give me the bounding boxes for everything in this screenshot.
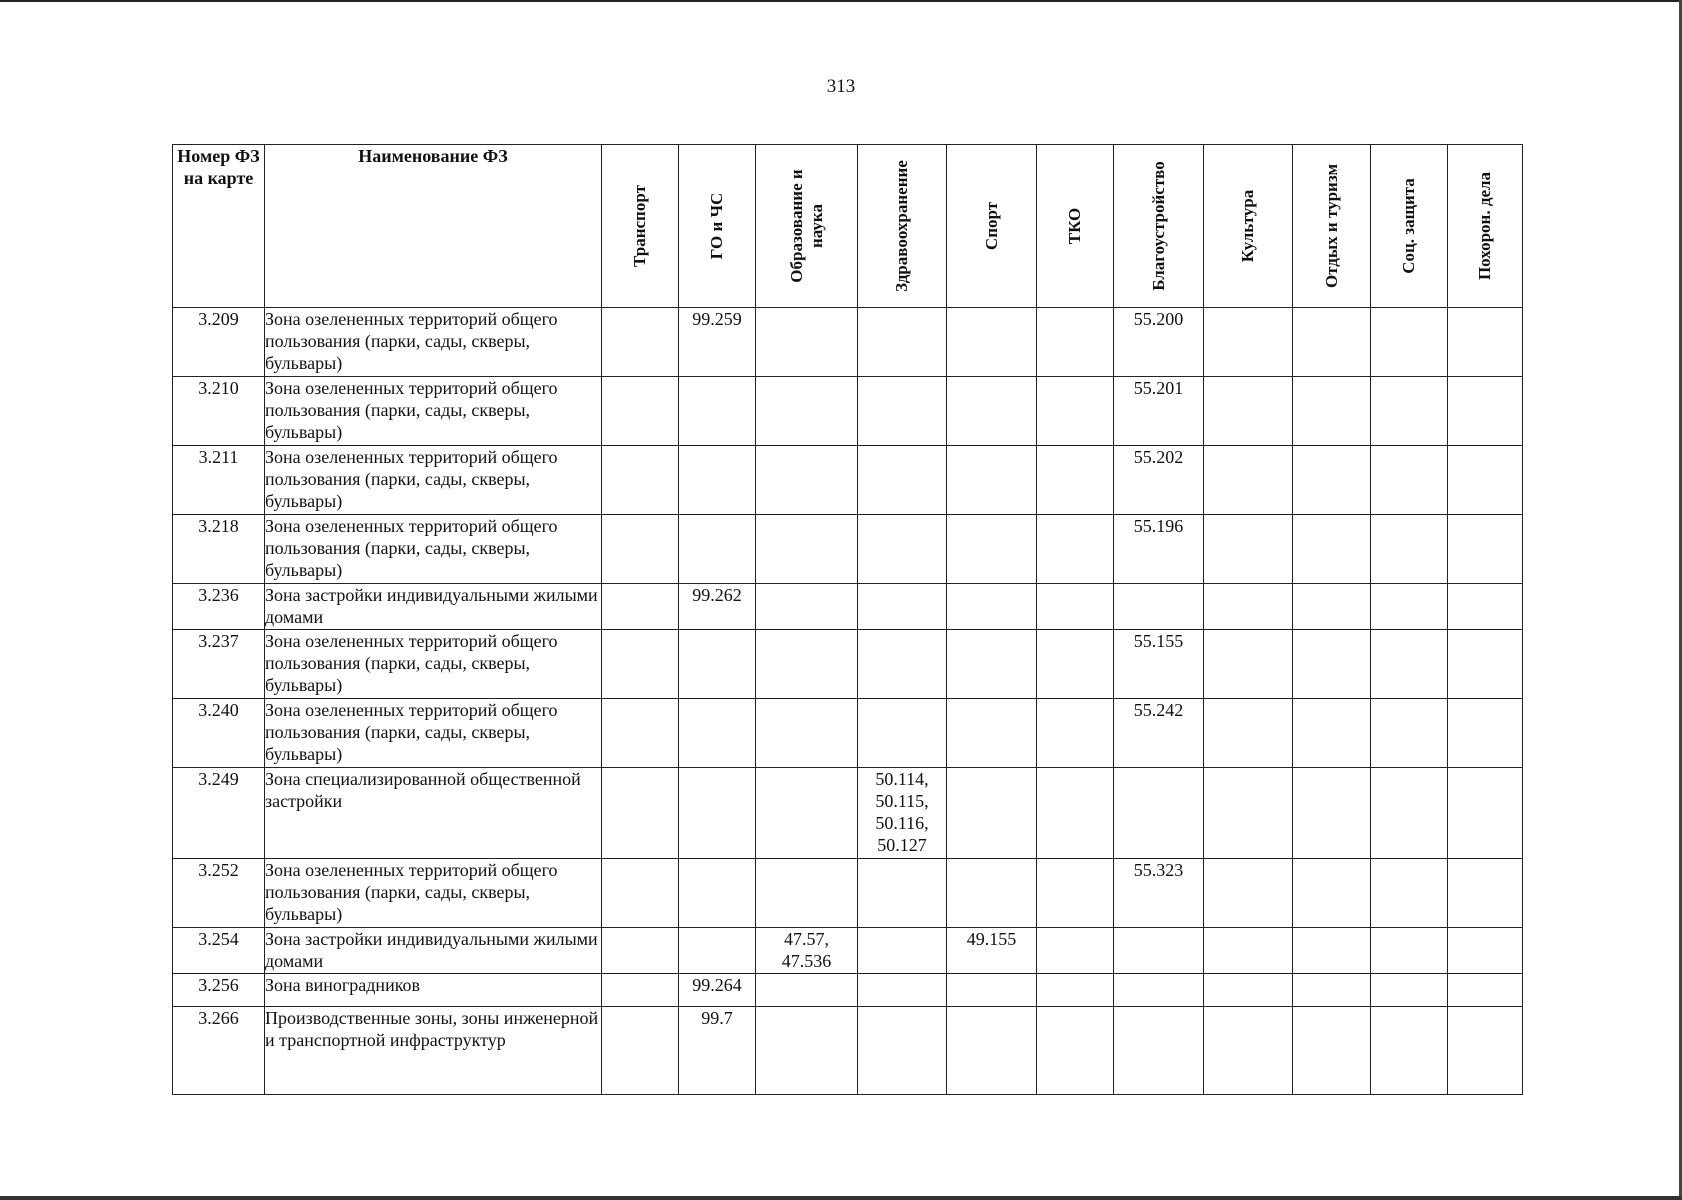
table-row [173, 446, 1523, 515]
cell-go-chs [679, 515, 756, 584]
cell-social [1371, 446, 1448, 515]
header-health: Здравоохранение [858, 145, 947, 308]
cell-funeral [1448, 515, 1523, 584]
cell-health [858, 630, 947, 699]
cell-education [756, 974, 858, 1007]
cell-improvement: 55.201 [1114, 377, 1204, 446]
cell-funeral [1448, 1007, 1523, 1095]
cell-transport [602, 446, 679, 515]
table-row [173, 1007, 1523, 1095]
cell-tourism [1293, 515, 1371, 584]
cell-improvement: 55.202 [1114, 446, 1204, 515]
cell-social [1371, 584, 1448, 630]
cell-funeral [1448, 928, 1523, 974]
table-row [173, 308, 1523, 377]
cell-funeral [1448, 768, 1523, 859]
cell-transport [602, 974, 679, 1007]
cell-tourism [1293, 630, 1371, 699]
cell-go-chs [679, 630, 756, 699]
cell-tko [1037, 377, 1114, 446]
cell-education [756, 446, 858, 515]
cell-education [756, 859, 858, 928]
cell-tourism [1293, 308, 1371, 377]
table-row [173, 699, 1523, 768]
cell-transport [602, 308, 679, 377]
cell-tko [1037, 768, 1114, 859]
cell-name: Зона озелененных территорий общего пользования (парки, сады, скверы, бульвары) [265, 630, 602, 699]
cell-improvement [1114, 1007, 1204, 1095]
cell-tko [1037, 699, 1114, 768]
cell-social [1371, 928, 1448, 974]
cell-transport [602, 584, 679, 630]
cell-tourism [1293, 974, 1371, 1007]
cell-health [858, 446, 947, 515]
cell-health [858, 1007, 947, 1095]
cell-number: 3.209 [173, 308, 265, 377]
cell-number: 3.266 [173, 1007, 265, 1095]
cell-name: Зона озелененных территорий общего пользования (парки, сады, скверы, бульвары) [265, 515, 602, 584]
cell-education [756, 699, 858, 768]
header-transport: Транспорт [602, 145, 679, 308]
cell-transport [602, 928, 679, 974]
cell-tko [1037, 308, 1114, 377]
cell-tourism [1293, 584, 1371, 630]
cell-education [756, 515, 858, 584]
cell-name: Зона застройки индивидуальными жилыми домами [265, 928, 602, 974]
cell-health [858, 308, 947, 377]
cell-social [1371, 768, 1448, 859]
cell-education [756, 308, 858, 377]
table-row [173, 630, 1523, 699]
cell-sport [947, 630, 1037, 699]
cell-health [858, 974, 947, 1007]
table-row [173, 859, 1523, 928]
cell-improvement: 55.196 [1114, 515, 1204, 584]
cell-tourism [1293, 446, 1371, 515]
cell-sport [947, 446, 1037, 515]
table-row [173, 974, 1523, 1007]
header-culture: Культура [1204, 145, 1293, 308]
cell-sport [947, 377, 1037, 446]
cell-funeral [1448, 859, 1523, 928]
cell-go-chs [679, 768, 756, 859]
cell-culture [1204, 308, 1293, 377]
cell-improvement [1114, 974, 1204, 1007]
header-name: Наименование ФЗ [265, 145, 602, 308]
cell-social [1371, 699, 1448, 768]
cell-sport [947, 768, 1037, 859]
cell-go-chs: 99.262 [679, 584, 756, 630]
cell-tourism [1293, 699, 1371, 768]
header-funeral: Похорон. дела [1448, 145, 1523, 308]
cell-number: 3.256 [173, 974, 265, 1007]
cell-funeral [1448, 308, 1523, 377]
cell-sport [947, 1007, 1037, 1095]
cell-culture [1204, 584, 1293, 630]
cell-go-chs: 99.259 [679, 308, 756, 377]
cell-tko [1037, 630, 1114, 699]
table-row [173, 768, 1523, 859]
cell-transport [602, 1007, 679, 1095]
cell-funeral [1448, 630, 1523, 699]
header-row [173, 145, 1523, 308]
cell-health [858, 515, 947, 584]
cell-transport [602, 859, 679, 928]
cell-number: 3.237 [173, 630, 265, 699]
cell-tko [1037, 584, 1114, 630]
cell-sport [947, 515, 1037, 584]
cell-social [1371, 630, 1448, 699]
cell-tko [1037, 974, 1114, 1007]
header-go-chs: ГО и ЧС [679, 145, 756, 308]
header-improvement: Благоустройство [1114, 145, 1204, 308]
cell-tko [1037, 515, 1114, 584]
table-row [173, 377, 1523, 446]
cell-sport [947, 859, 1037, 928]
cell-improvement [1114, 768, 1204, 859]
cell-improvement: 55.155 [1114, 630, 1204, 699]
cell-social [1371, 974, 1448, 1007]
cell-improvement [1114, 584, 1204, 630]
cell-name: Зона озелененных территорий общего пользования (парки, сады, скверы, бульвары) [265, 446, 602, 515]
cell-go-chs [679, 928, 756, 974]
cell-education [756, 377, 858, 446]
cell-name: Зона застройки индивидуальными жилыми домами [265, 584, 602, 630]
cell-sport [947, 308, 1037, 377]
cell-go-chs: 99.264 [679, 974, 756, 1007]
cell-education [756, 768, 858, 859]
cell-social [1371, 859, 1448, 928]
header-education: Образование и наука [756, 145, 858, 308]
cell-number: 3.218 [173, 515, 265, 584]
cell-education: 47.57, 47.536 [756, 928, 858, 974]
cell-transport [602, 699, 679, 768]
header-social: Соц. защита [1371, 145, 1448, 308]
scan-edge-top [0, 0, 1682, 2]
cell-improvement [1114, 928, 1204, 974]
zones-table [172, 144, 1523, 1095]
cell-funeral [1448, 584, 1523, 630]
cell-number: 3.211 [173, 446, 265, 515]
cell-tko [1037, 446, 1114, 515]
cell-funeral [1448, 699, 1523, 768]
cell-health [858, 928, 947, 974]
cell-social [1371, 377, 1448, 446]
cell-health [858, 859, 947, 928]
cell-tko [1037, 1007, 1114, 1095]
cell-name: Зона озелененных территорий общего пользования (парки, сады, скверы, бульвары) [265, 859, 602, 928]
cell-social [1371, 308, 1448, 377]
cell-transport [602, 630, 679, 699]
cell-improvement: 55.242 [1114, 699, 1204, 768]
table-row [173, 515, 1523, 584]
cell-tourism [1293, 928, 1371, 974]
cell-transport [602, 515, 679, 584]
cell-tourism [1293, 1007, 1371, 1095]
table-row [173, 584, 1523, 630]
cell-culture [1204, 1007, 1293, 1095]
cell-sport: 49.155 [947, 928, 1037, 974]
header-sport: Спорт [947, 145, 1037, 308]
cell-social [1371, 515, 1448, 584]
cell-culture [1204, 974, 1293, 1007]
cell-number: 3.249 [173, 768, 265, 859]
cell-name: Зона озелененных территорий общего пользования (парки, сады, скверы, бульвары) [265, 308, 602, 377]
header-tourism: Отдых и туризм [1293, 145, 1371, 308]
cell-culture [1204, 928, 1293, 974]
cell-health: 50.114, 50.115, 50.116, 50.127 [858, 768, 947, 859]
cell-sport [947, 584, 1037, 630]
cell-culture [1204, 630, 1293, 699]
cell-go-chs [679, 377, 756, 446]
cell-health [858, 699, 947, 768]
cell-education [756, 630, 858, 699]
cell-culture [1204, 446, 1293, 515]
cell-funeral [1448, 377, 1523, 446]
cell-sport [947, 974, 1037, 1007]
cell-name: Зона озелененных территорий общего пользования (парки, сады, скверы, бульвары) [265, 699, 602, 768]
cell-transport [602, 768, 679, 859]
cell-go-chs [679, 699, 756, 768]
cell-name: Зона озелененных территорий общего пользования (парки, сады, скверы, бульвары) [265, 377, 602, 446]
cell-number: 3.254 [173, 928, 265, 974]
table-row [173, 928, 1523, 974]
cell-name: Зона виноградников [265, 974, 602, 1007]
cell-culture [1204, 377, 1293, 446]
cell-funeral [1448, 446, 1523, 515]
header-tko: ТКО [1037, 145, 1114, 308]
cell-education [756, 1007, 858, 1095]
cell-number: 3.236 [173, 584, 265, 630]
cell-name: Зона специализированной общественной застройки [265, 768, 602, 859]
cell-education [756, 584, 858, 630]
cell-go-chs [679, 859, 756, 928]
scan-edge-bottom [0, 1196, 1682, 1200]
cell-funeral [1448, 974, 1523, 1007]
cell-health [858, 377, 947, 446]
cell-culture [1204, 515, 1293, 584]
cell-tko [1037, 928, 1114, 974]
cell-number: 3.210 [173, 377, 265, 446]
cell-culture [1204, 768, 1293, 859]
header-number: Номер ФЗ на карте [173, 145, 265, 308]
cell-go-chs [679, 446, 756, 515]
cell-sport [947, 699, 1037, 768]
cell-go-chs: 99.7 [679, 1007, 756, 1095]
cell-tourism [1293, 768, 1371, 859]
cell-health [858, 584, 947, 630]
cell-improvement: 55.200 [1114, 308, 1204, 377]
cell-tourism [1293, 377, 1371, 446]
cell-name: Производственные зоны, зоны инженерной и транспортной инфраструктур [265, 1007, 602, 1095]
cell-culture [1204, 699, 1293, 768]
cell-improvement: 55.323 [1114, 859, 1204, 928]
cell-tko [1037, 859, 1114, 928]
cell-number: 3.252 [173, 859, 265, 928]
cell-tourism [1293, 859, 1371, 928]
cell-number: 3.240 [173, 699, 265, 768]
cell-social [1371, 1007, 1448, 1095]
cell-culture [1204, 859, 1293, 928]
page-number: 313 [826, 76, 856, 97]
cell-transport [602, 377, 679, 446]
